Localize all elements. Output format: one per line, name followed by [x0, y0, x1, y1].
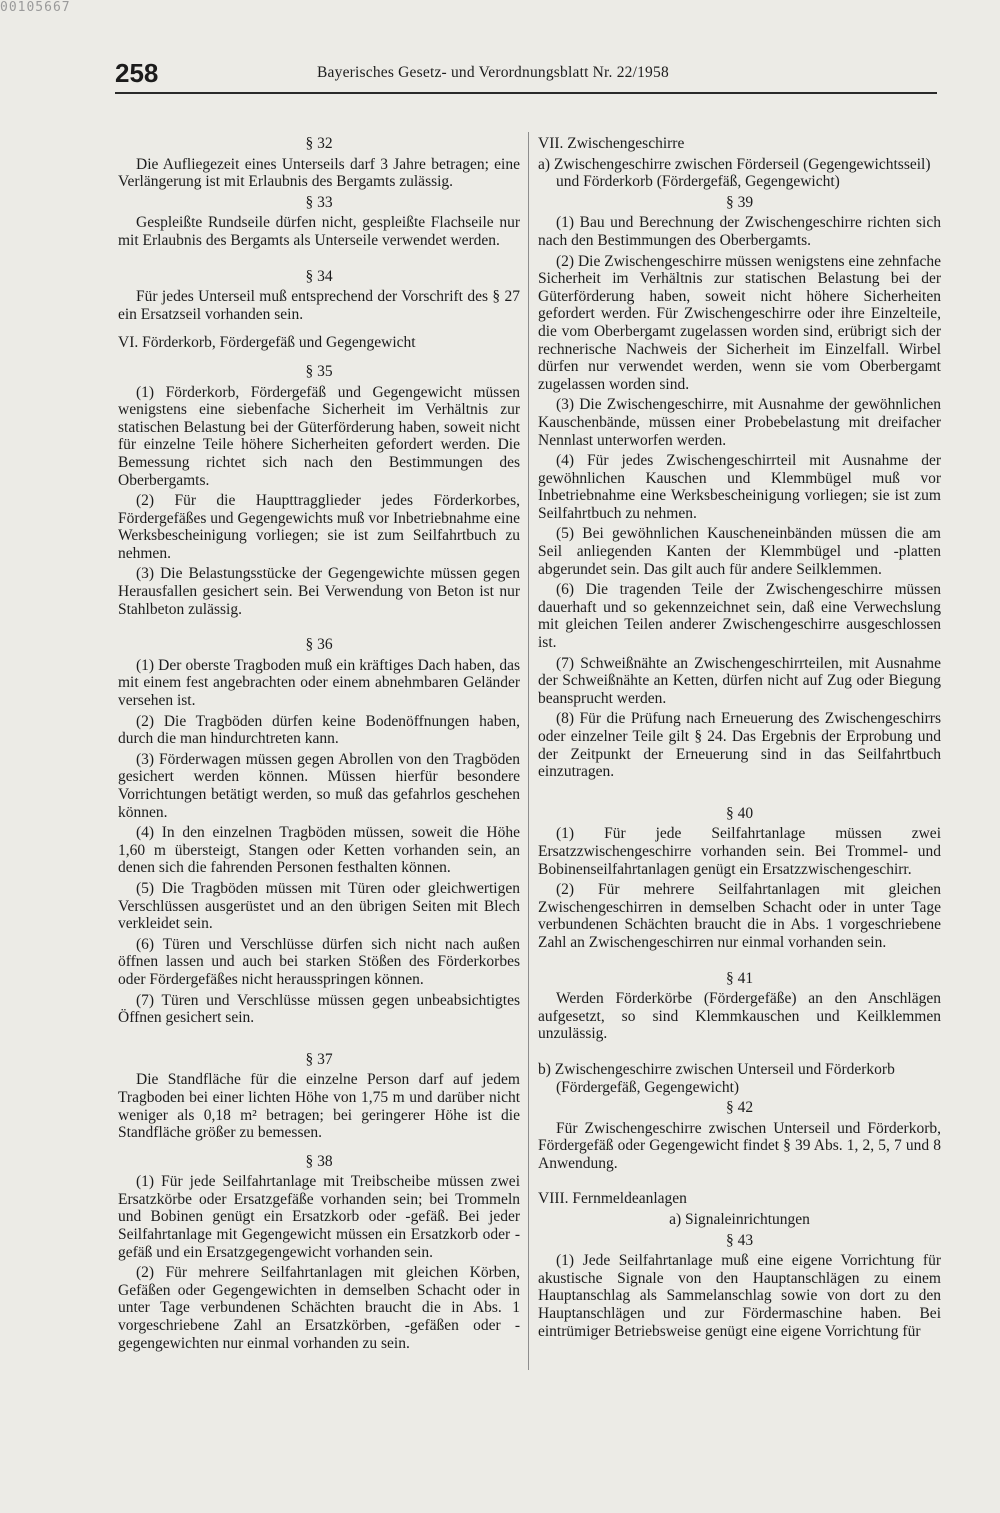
page-number: 258	[115, 58, 159, 88]
paragraph: (2) Für die Haupttragglieder jedes Förderkorbes, Fördergefäßes und Gegengewichts muß vor Inbetriebnahme eine Werksbescheinigung vorliegen; sie ist zum Seilfahrtbuch zu nehmen.	[118, 492, 520, 562]
paragraph: Für jedes Unterseil muß entsprechend der Vorschrift des § 27 ein Ersatzseil vorhanden sein.	[118, 288, 520, 323]
part-title: VI. Förderkorb, Fördergefäß und Gegengewicht	[118, 334, 416, 352]
section-heading: § 33	[305, 193, 333, 211]
paragraph: (4) Für jedes Zwischengeschirrteil mit Ausnahme der gewöhnlichen Kauschen und Klemmbügel muß vor Inbetriebnahme eine Werksbescheinigung vorliegen; sie ist zum Seilfahrtbuch zu nehmen.	[538, 452, 941, 522]
paragraph: (7) Türen und Verschlüsse müssen gegen unbeabsichtigtes Öffnen gesichert sein.	[118, 991, 520, 1027]
paragraph: (8) Für die Prüfung nach Erneuerung des Zwischengeschirrs oder einzelner Teile gilt § 24. Das Ergebnis der Erprobung und der Zeitpunkt der Erneuerung sind in das Seilfahrtbuch einzutragen.	[538, 710, 941, 781]
paragraph: Für Zwischengeschirre zwischen Unterseil und Förderkorb, Fördergefäß oder Gegengewicht findet § 39 Abs. 1, 2, 5, 7 und 8 Anwendung.	[538, 1119, 941, 1172]
paragraph: (2) Die Zwischengeschirre müssen wenigstens eine zehnfache Sicherheit im Verhältnis zur statischen Belastung bei der Güterförderung haben, soweit nicht höhere Sicherheiten gefordert werden. Für Zwischengeschirre oder ihre Einzelteile, die vom Oberbergamt zugelassen worden sind, erübrigt sich der rechnerische Nachweis der Sicherheit im Einzelfall. Wirbel dürfen nur verwendet werden, wenn sie vom Oberbergamt zugelassen worden sind.	[538, 252, 941, 393]
section-heading: § 35	[305, 362, 333, 380]
part-title: VIII. Fernmeldeanlagen	[538, 1190, 687, 1208]
paragraph: Die Standfläche für die einzelne Person darf auf jedem Tragboden bei einer lichten Höhe von 1,75 m und darüber nicht weniger als 0,18 m² betragen; bei geringerer Höhe ist die Standfläche größer zu bemessen.	[118, 1071, 520, 1142]
paragraph: (1) Für jede Seilfahrtanlage müssen zwei Ersatzzwischengeschirre vorhanden sein. Bei Trommel- und Bobinenseilfahrtanlagen genügt ein Ersatzzwischengeschirr.	[538, 825, 941, 878]
paragraph: (2) Für mehrere Seilfahrtanlagen mit gleichen Zwischengeschirren in demselben Schacht oder in unter Tage verbundenen Schächten braucht die in Abs. 1 vorgeschriebene Zahl an Zwischengeschirren nur einmal vorhanden sein.	[538, 881, 941, 951]
running-title: Bayerisches Gesetz- und Verordnungsblatt Nr. 22/1958	[317, 64, 669, 81]
subsection-title: a) Zwischengeschirre zwischen Förderseil (Gegengewichtsseil) und Förderkorb (Fördergefäß, Gegengewicht)	[538, 155, 931, 191]
section-heading: § 37	[305, 1050, 333, 1068]
section-heading: § 32	[305, 135, 333, 152]
paragraph: (1) Bau und Berechnung der Zwischengeschirre richten sich nach den Bestimmungen des Oberbergamts.	[538, 214, 941, 249]
paragraph: (1) Für jede Seilfahrtanlage mit Treibscheibe müssen zwei Ersatzkörbe oder Ersatzgefäße vorhanden sein; bei Trommeln und Bobinen genügt ein Ersatzkorb oder -gefäß. Bei jeder Seilfahrtanlage mit Gegengewicht müssen ein Ersatzkorb oder -gefäß und ein Ersatzgegengewicht vorhanden sein.	[118, 1173, 520, 1261]
scan-id: 00105667	[0, 0, 71, 15]
paragraph: (7) Schweißnähte an Zwischengeschirrteilen, mit Ausnahme der Schweißnähte an Ketten, dürfen nicht auf Zug oder Biegung beansprucht werden.	[538, 654, 941, 707]
section-heading: § 36	[305, 636, 333, 654]
right-column	[538, 132, 941, 1340]
paragraph: Gespleißte Rundseile dürfen nicht, gespleißte Flachseile nur mit Erlaubnis des Bergamts als Unterseile verwendet werden.	[118, 214, 520, 249]
paragraph: (2) Für mehrere Seilfahrtanlagen mit gleichen Körben, Gefäßen oder Gegengewichten in demselben Schacht oder in unter Tage verbundenen Schächten braucht die in Abs. 1 vorgeschriebene Zahl an Ersatzkörben, -gefäßen oder -gegengewichten nur einmal vorhanden zu sein.	[118, 1264, 520, 1352]
section-heading: § 38	[305, 1152, 333, 1170]
paragraph: (2) Die Tragböden dürfen keine Bodenöffnungen haben, durch die man hindurchtreten kann.	[118, 712, 520, 748]
paragraph: (3) Förderwagen müssen gegen Abrollen von den Tragböden gesichert werden können. Müssen hierfür besondere Vorrichtungen betätigt werden, so muß das gefahrlos geschehen können.	[118, 750, 520, 821]
paragraph: (6) Türen und Verschlüsse dürfen sich nicht nach außen öffnen lassen und auch bei starken Stößen des Förderkorbes oder Fördergefäßes nicht herausspringen können.	[118, 935, 520, 988]
paragraph: (1) Förderkorb, Fördergefäß und Gegengewicht müssen wenigstens eine siebenfache Sicherheit im Verhältnis zur statischen Belastung bei der Güterförderung haben, soweit nicht für einzelne Teile höhere Sicherheiten gefordert werden. Die Bemessung richtet sich nach den Bestimmungen des Oberbergamts.	[118, 383, 520, 489]
paragraph: (5) Die Tragböden müssen mit Türen oder gleichwertigen Verschlüssen ausgerüstet und an den übrigen Seiten mit Blech verkleidet sein.	[118, 879, 520, 933]
paragraph: (5) Bei gewöhnlichen Kauscheneinbänden müssen die am Seil anliegenden Kanten der Klemmbügel und -platten abgerundet sein. Das gilt auch für andere Seilklemmen.	[538, 525, 941, 578]
left-column	[118, 132, 520, 1352]
paragraph: Werden Förderkörbe (Fördergefäße) an den Anschlägen aufgesetzt, so sind Klemmkauschen und Keilklemmen unzulässig.	[538, 990, 941, 1043]
section-heading: § 43	[725, 1231, 754, 1249]
section-heading: § 34	[305, 267, 333, 285]
column-divider	[528, 132, 529, 1370]
paragraph: (1) Der oberste Tragboden muß ein kräftiges Dach haben, das mit einem fest angebrachten oder einem abnehmbaren Geländer versehen ist.	[118, 656, 520, 710]
paragraph: (4) In den einzelnen Tragböden müssen, soweit die Höhe 1,60 m übersteigt, Stangen oder Ketten vorhanden sein, an denen sich die fahrenden Personen festhalten können.	[118, 824, 520, 877]
subsection-title: a) Signaleinrichtungen	[669, 1211, 810, 1229]
section-heading: § 40	[725, 804, 754, 822]
page-header	[115, 58, 937, 94]
paragraph: Die Aufliegezeit eines Unterseils darf 3 Jahre betragen; eine Verlängerung ist mit Erlaubnis des Bergamts zulässig.	[118, 155, 520, 191]
part-title: VII. Zwischengeschirre	[538, 135, 685, 152]
section-heading: § 39	[725, 193, 754, 211]
paragraph: (6) Die tragenden Teile der Zwischengeschirre müssen dauerhaft und so gekennzeichnet sein, daß eine Verwechslung mit gleichen Teilen anderer Zwischengeschirre ausgeschlossen ist.	[538, 581, 941, 652]
subsection-title: b) Zwischengeschirre zwischen Unterseil und Förderkorb (Fördergefäß, Gegengewicht)	[538, 1060, 895, 1096]
paragraph: (3) Die Belastungsstücke der Gegengewichte müssen gegen Herausfallen gesichert sein. Bei Verwendung von Beton ist nur Stahlbeton zulässig.	[118, 565, 520, 618]
section-heading: § 41	[725, 969, 754, 987]
section-heading: § 42	[725, 1099, 754, 1117]
paragraph: (1) Jede Seilfahrtanlage muß eine eigene Vorrichtung für akustische Signale von den Hauptanschlägen zu einem Hauptanschlag als Sammelanschlag sowie von dort zu den Hauptanschlägen und zur Fördermaschine haben. Bei eintrümiger Betriebsweise genügt eine eigene Vorrichtung für	[538, 1252, 941, 1340]
paragraph: (3) Die Zwischengeschirre, mit Ausnahme der gewöhnlichen Kauschenbände, müssen einer Probebelastung mit dreifacher Nennlast unterworfen werden.	[538, 396, 941, 449]
